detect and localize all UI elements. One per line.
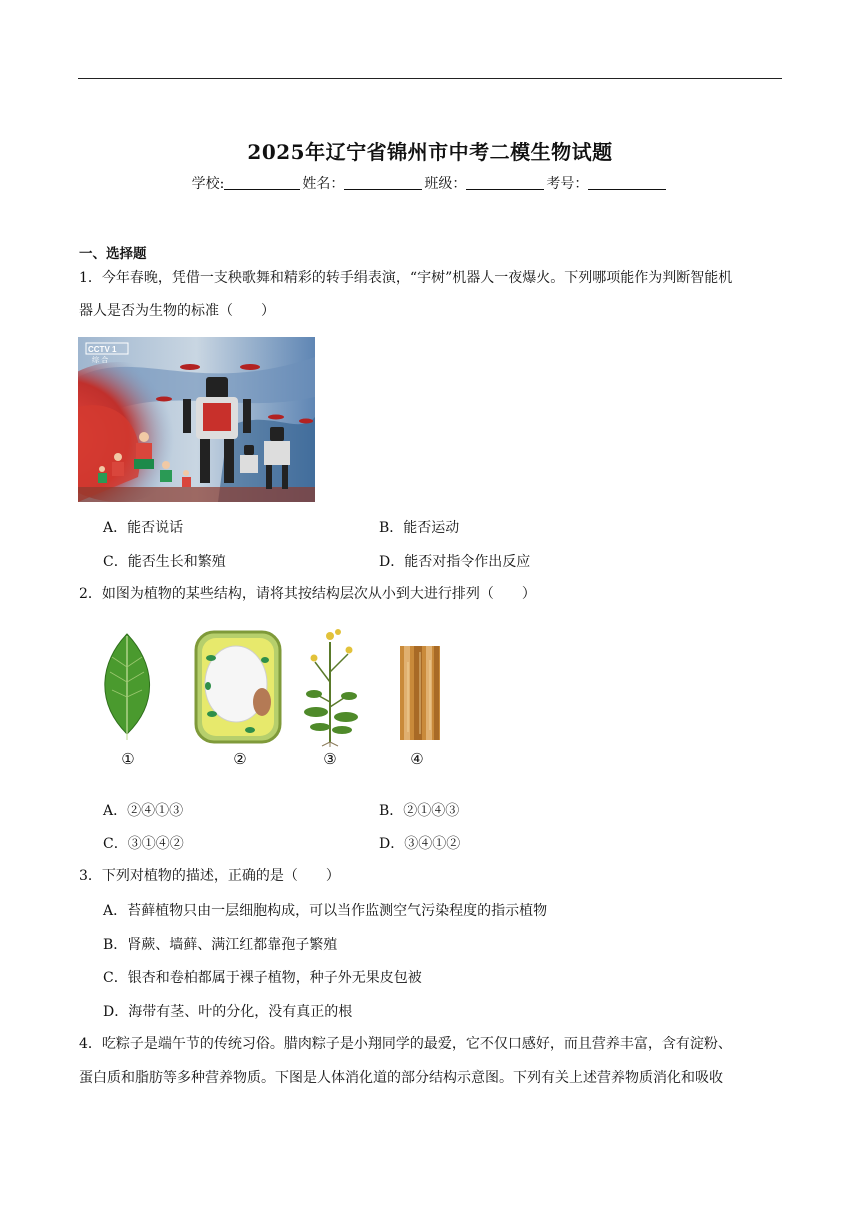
school-label: 学校: (191, 176, 225, 192)
plant-cell-image (196, 632, 280, 742)
leaf-image (105, 634, 150, 740)
q2-option-a[interactable]: A．②④①③ (103, 803, 184, 819)
q1-option-b[interactable]: B．能否运动 (379, 520, 460, 536)
tissue-image (400, 646, 440, 740)
name-blank (344, 175, 422, 190)
student-info-line (0, 173, 860, 193)
question-4-stem-line1: 4．吃粽子是端午节的传统习俗。腊肉粽子是小翔同学的最爱，它不仅口感好，而且营养丰富，含有淀粉、 (79, 1036, 732, 1052)
q3-option-a[interactable]: A．苔藓植物只由一层细胞构成，可以当作监测空气污染程度的指示植物 (103, 903, 548, 919)
figure-label-1: ① (121, 750, 135, 768)
question-2-stem: 2．如图为植物的某些结构，请将其按结构层次从小到大进行排列（ ） (79, 586, 536, 602)
whole-plant-image (304, 629, 358, 747)
q1-option-c[interactable]: C．能否生长和繁殖 (103, 554, 226, 570)
robot-dance-photo (78, 337, 315, 502)
figure-label-3: ③ (323, 750, 337, 768)
q1-option-d[interactable]: D．能否对指令作出反应 (379, 554, 531, 570)
question-1-stem-line1: 1．今年春晚，凭借一支秧歌舞和精彩的转手绢表演，“宇树”机器人一夜爆火。下列哪项能作为判断智能机 (79, 270, 733, 286)
exam-no-label: 考号： (546, 176, 589, 192)
header-rule (78, 78, 782, 79)
question-3-stem: 3．下列对植物的描述，正确的是（ ） (79, 868, 340, 884)
class-blank (466, 175, 544, 190)
q3-option-d[interactable]: D．海带有茎、叶的分化，没有真正的根 (103, 1004, 353, 1020)
q2-option-b[interactable]: B．②①④③ (379, 803, 460, 819)
q3-option-b[interactable]: B．肾蕨、墙藓、满江红都靠孢子繁殖 (103, 937, 338, 953)
school-blank (224, 175, 300, 190)
q2-option-d[interactable]: D．③④①② (379, 836, 461, 852)
q2-option-c[interactable]: C．③①④② (103, 836, 184, 852)
svg-text:综 合: 综 合 (92, 356, 109, 364)
exam-title: 2025年辽宁省锦州市中考二模生物试题 (247, 140, 613, 164)
section-title: 一、选择题 (79, 246, 147, 262)
figure-label-4: ④ (410, 750, 424, 768)
figure-label-2: ② (233, 750, 247, 768)
exam-no-blank (588, 175, 666, 190)
name-label: 姓名： (302, 176, 345, 192)
question-4-stem-line2: 蛋白质和脂肪等多种营养物质。下图是人体消化道的部分结构示意图。下列有关上述营养物质消化和吸收 (79, 1070, 723, 1086)
plant-structures-figure (90, 622, 470, 777)
class-label: 班级： (424, 176, 467, 192)
question-1-stem-line2: 器人是否为生物的标准（ ） (79, 303, 275, 319)
q3-option-c[interactable]: C．银杏和卷柏都属于裸子植物，种子外无果皮包被 (103, 970, 422, 986)
q1-option-a[interactable]: A．能否说话 (103, 520, 184, 536)
svg-text:CCTV 1: CCTV 1 (88, 345, 117, 354)
